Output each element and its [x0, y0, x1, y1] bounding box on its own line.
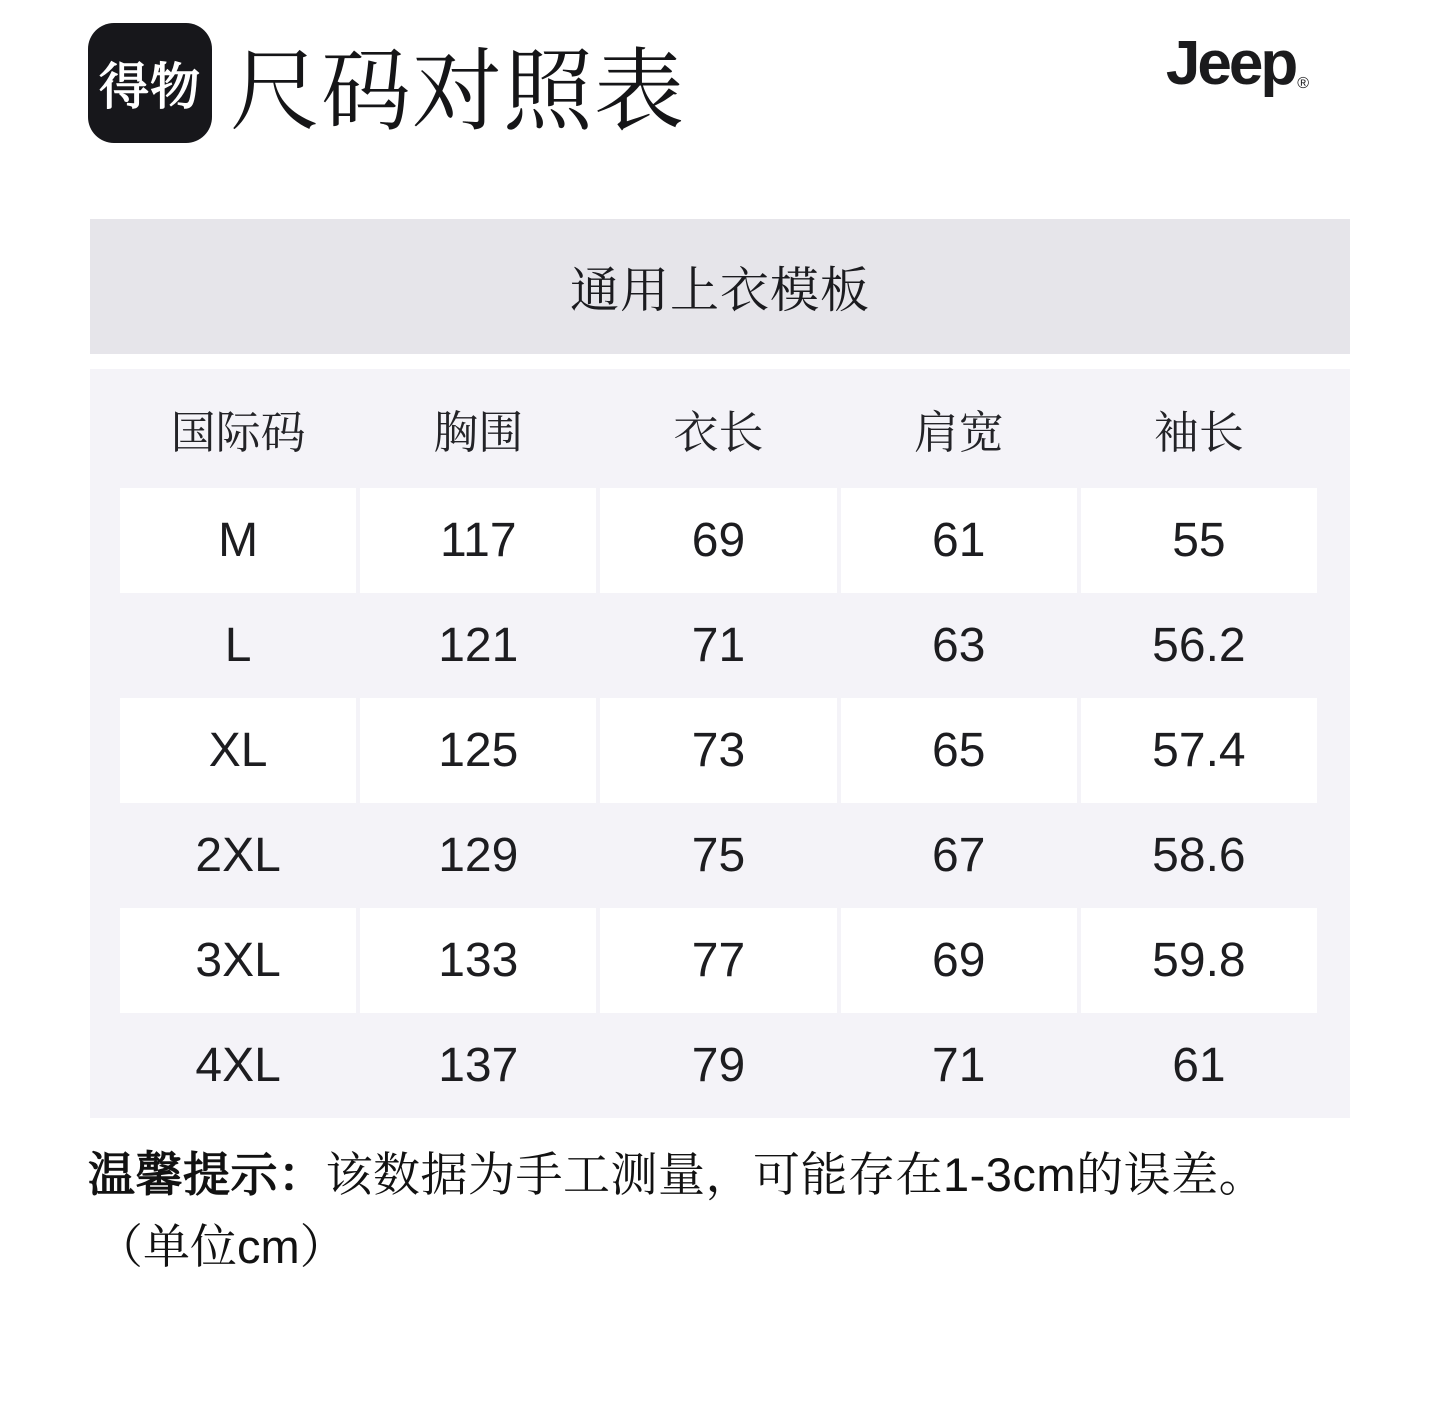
table-cell-length: 75 — [691, 829, 746, 882]
table-cell-shoulder: 67 — [932, 829, 986, 882]
table-cell-sleeve: 59.8 — [1081, 908, 1317, 1013]
table-cell-shoulder: 61 — [841, 488, 1077, 593]
table-cell-size: 2XL — [195, 829, 281, 882]
registered-trademark-icon: ® — [1297, 75, 1309, 92]
table-row-xl — [90, 698, 1350, 803]
table-cell-size: 3XL — [120, 908, 356, 1013]
table-cell-sleeve: 57.4 — [1081, 698, 1317, 803]
table-row-m — [90, 488, 1350, 593]
table-cell-length: 77 — [600, 908, 836, 1013]
table-header-row — [90, 369, 1350, 488]
table-cell-length: 71 — [691, 619, 746, 672]
table-cell-length: 79 — [691, 1039, 746, 1092]
table-cell-sleeve: 61 — [1172, 1039, 1226, 1092]
table-cell-shoulder: 71 — [932, 1039, 986, 1092]
table-cell-chest: 125 — [360, 698, 596, 803]
table-cell-shoulder: 65 — [841, 698, 1077, 803]
table-row-l — [90, 593, 1350, 698]
table-cell-sleeve: 55 — [1081, 488, 1317, 593]
page-title: 尺码对照表 — [230, 42, 685, 142]
table-cell-length: 73 — [600, 698, 836, 803]
table-cell-length: 69 — [600, 488, 836, 593]
note-text: 该数据为手工测量，可能存在1-3cm的误差。 — [325, 1148, 1267, 1201]
size-table — [90, 369, 1350, 1118]
table-cell-sleeve: 56.2 — [1152, 619, 1246, 672]
table-cell-shoulder: 63 — [932, 619, 986, 672]
table-cell-shoulder: 69 — [841, 908, 1077, 1013]
brand-logo-jeep — [1166, 28, 1307, 99]
table-cell-chest: 117 — [360, 488, 596, 593]
column-header: 袖长 — [1153, 407, 1244, 458]
template-banner — [90, 219, 1350, 354]
note-line-1 — [88, 1138, 1266, 1205]
table-row-3xl — [90, 908, 1350, 1013]
table-cell-sleeve: 58.6 — [1152, 829, 1246, 882]
column-header: 肩宽 — [913, 407, 1004, 458]
note-unit-line: （单位cm） — [96, 1220, 347, 1273]
table-cell-size: XL — [120, 698, 356, 803]
column-header: 国际码 — [170, 407, 306, 458]
note-label: 温馨提示： — [88, 1148, 326, 1201]
template-banner-title: 通用上衣模板 — [569, 263, 870, 318]
table-cell-size: M — [120, 488, 356, 593]
table-row-2xl — [90, 803, 1350, 908]
table-cell-size: L — [224, 619, 252, 672]
table-cell-chest: 121 — [438, 619, 519, 672]
table-cell-size: 4XL — [195, 1039, 281, 1092]
dewu-logo-text: 得物 — [99, 59, 201, 115]
column-header: 胸围 — [433, 407, 524, 458]
table-cell-chest: 133 — [360, 908, 596, 1013]
table-row-4xl — [90, 1013, 1350, 1118]
table-cell-chest: 137 — [438, 1039, 519, 1092]
dewu-app-logo — [88, 23, 212, 143]
column-header: 衣长 — [673, 407, 764, 458]
table-cell-chest: 129 — [438, 829, 519, 882]
brand-name: Jeep — [1165, 29, 1296, 98]
table-body — [90, 488, 1350, 1118]
